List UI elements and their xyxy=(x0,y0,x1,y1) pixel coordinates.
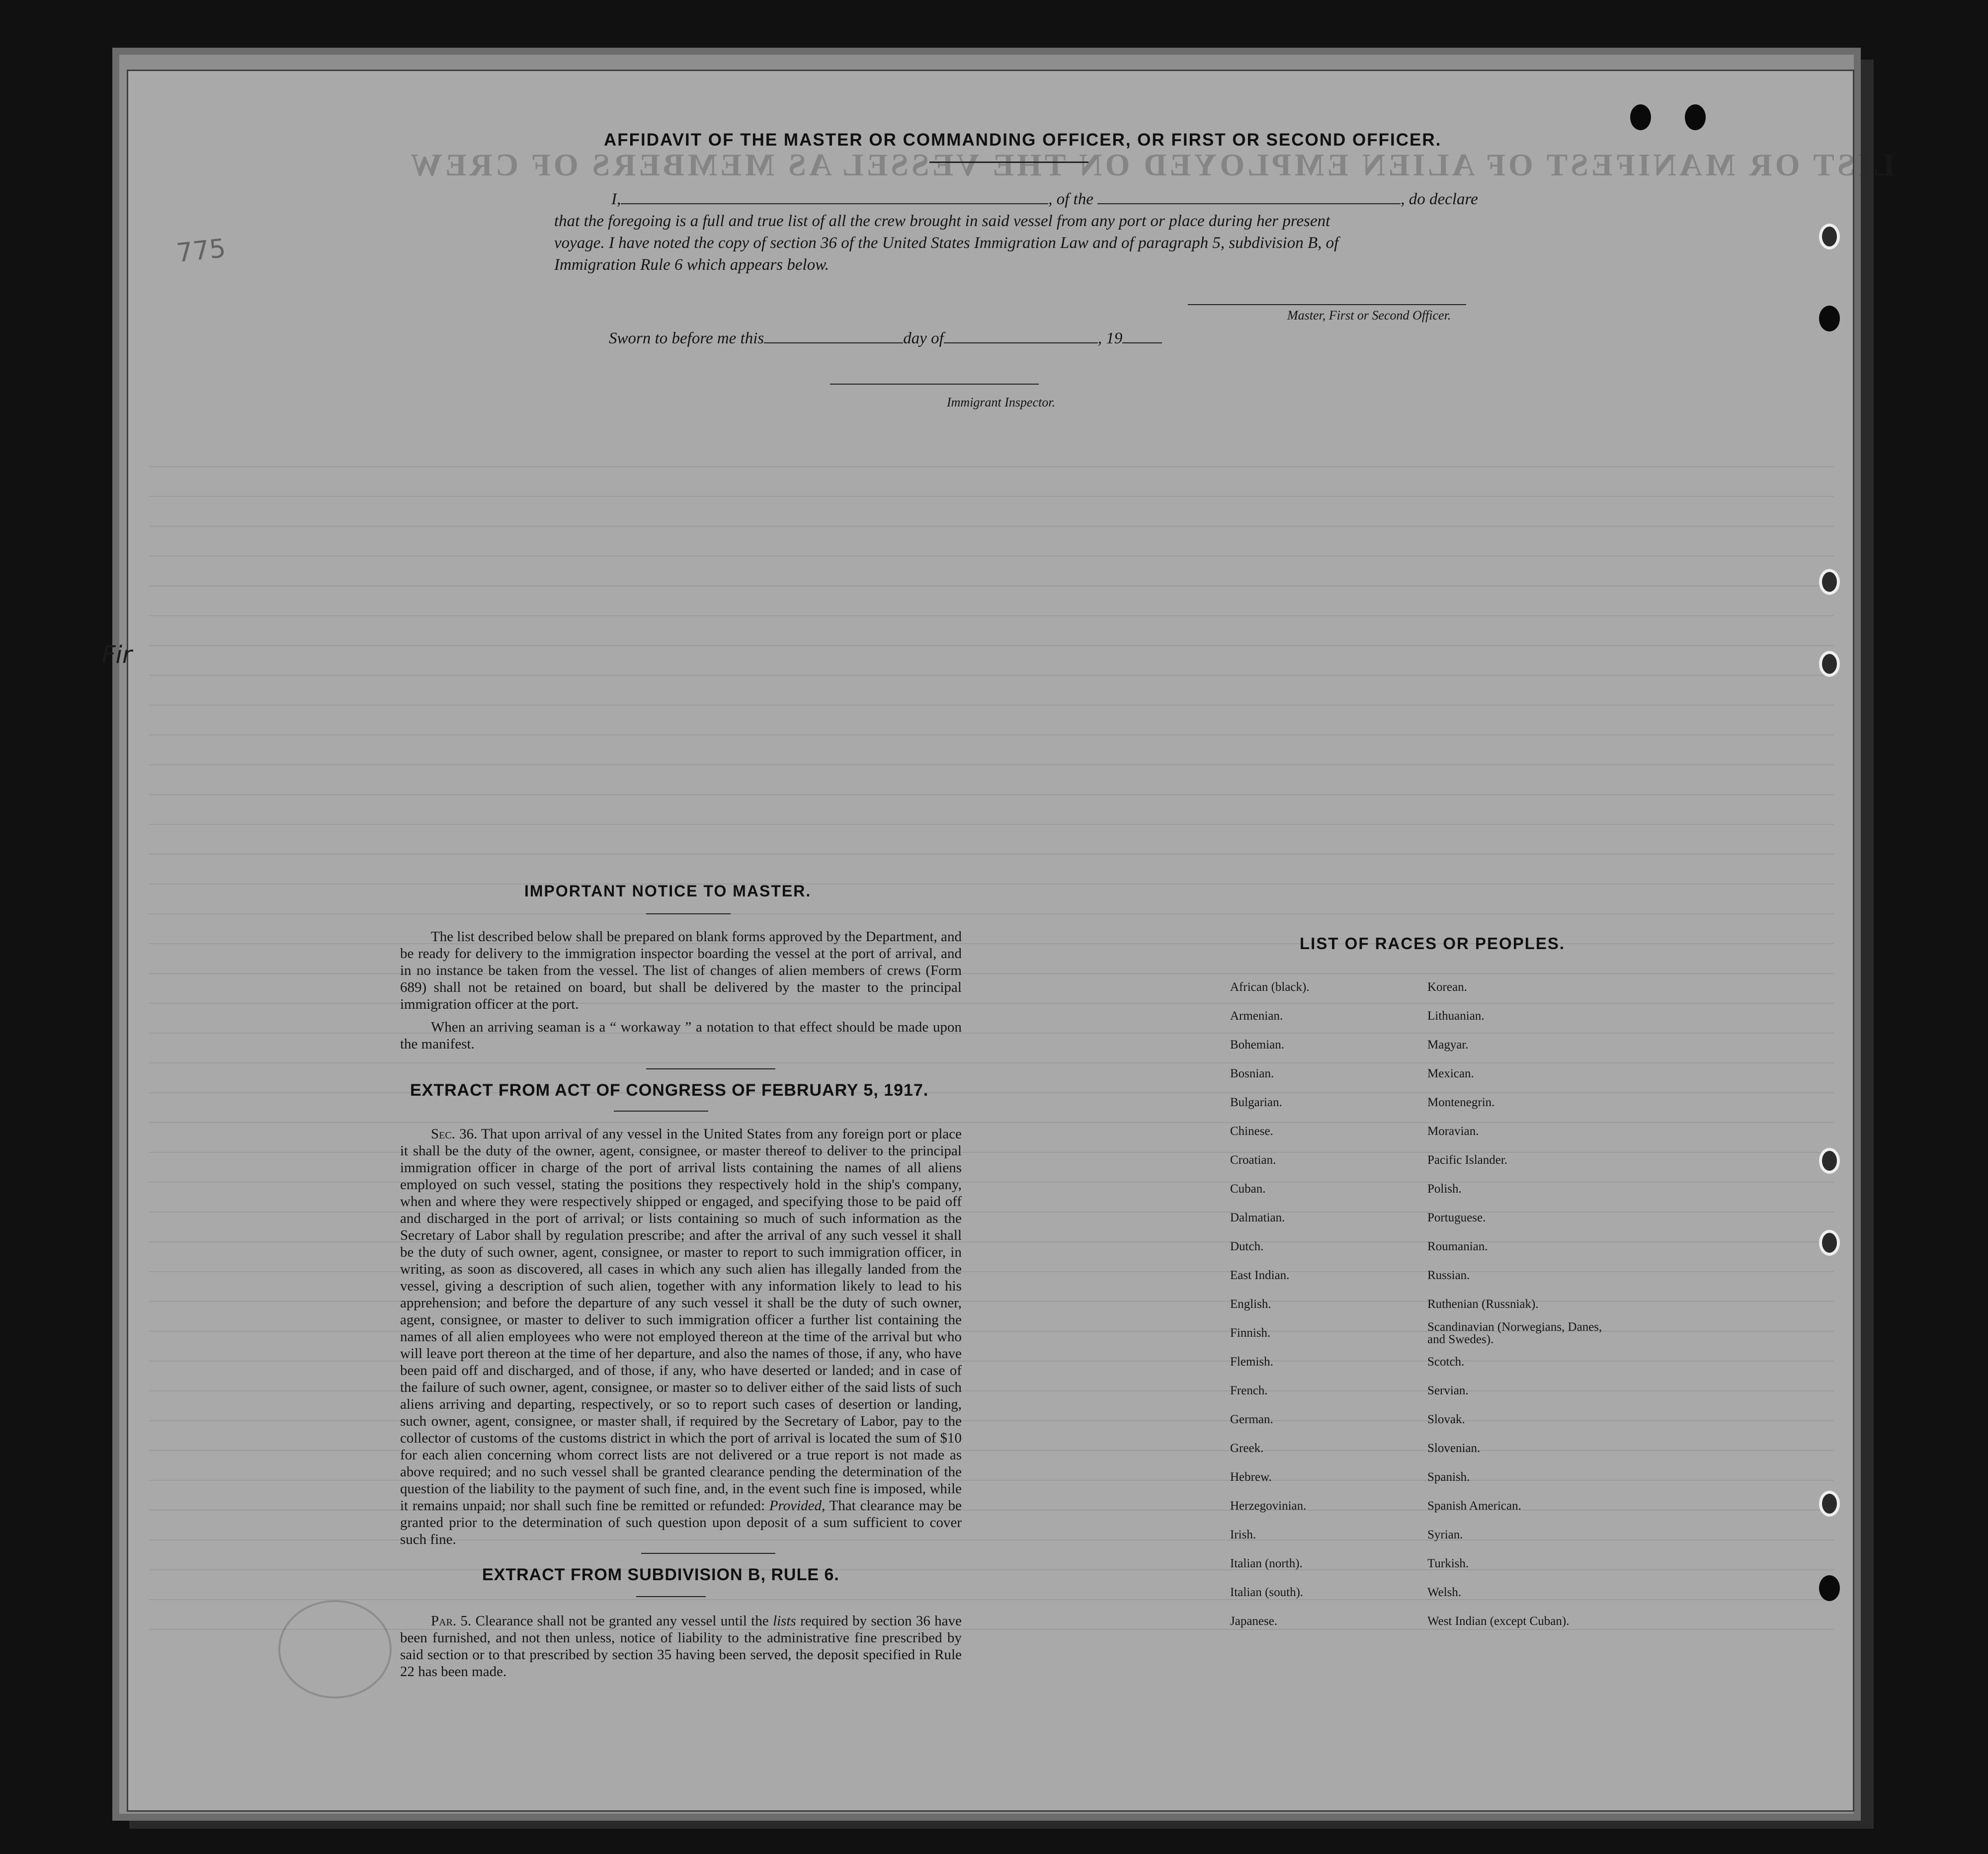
race-item: Greek. xyxy=(1230,1442,1264,1455)
act-heading-rule xyxy=(614,1111,708,1112)
affidavit-line-1 xyxy=(611,189,1478,210)
races-column-1 xyxy=(1230,973,1310,1636)
race-item: Ruthenian (Russniak). xyxy=(1427,1297,1539,1311)
race-item: Scotch. xyxy=(1427,1355,1465,1369)
affidavit-line-2: that the foregoing is a full and true list of all the crew brought in said vessel from any port or place during her present xyxy=(554,212,1330,230)
race-item: Herzegovinian. xyxy=(1230,1499,1307,1513)
race-item: Chinese. xyxy=(1230,1125,1273,1138)
act-section-text xyxy=(400,1126,962,1548)
signature-label: Master, First or Second Officer. xyxy=(1287,308,1451,322)
affidavit-line-4: Immigration Rule 6 which appears below. xyxy=(554,256,829,274)
race-item: East Indian. xyxy=(1230,1269,1290,1282)
affidavit-i: I, xyxy=(611,190,621,208)
rule-heading-rule xyxy=(636,1596,706,1597)
binder-hole xyxy=(1819,224,1840,249)
binder-hole xyxy=(1685,104,1706,130)
affidavit-of-the: , of the xyxy=(1048,190,1093,208)
affidavit-heading: AFFIDAVIT OF THE MASTER OR COMMANDING OFFICER, OR FIRST OR SECOND OFFICER. xyxy=(604,130,1442,150)
master-name-blank[interactable] xyxy=(621,203,1048,204)
race-item: Mexican. xyxy=(1427,1067,1474,1080)
race-item: Spanish American. xyxy=(1427,1499,1521,1513)
race-item: Finnish. xyxy=(1230,1326,1271,1340)
affidavit-line-3: voyage. I have noted the copy of section 36 of the United States Immigration Law and of paragraph 5, subdivision B, of xyxy=(554,234,1339,252)
race-item: Magyar. xyxy=(1427,1038,1469,1051)
sworn-month-blank[interactable] xyxy=(944,342,1098,343)
race-item: Croatian. xyxy=(1230,1153,1276,1167)
race-item: West Indian (except Cuban). xyxy=(1427,1614,1570,1628)
race-item: Dutch. xyxy=(1230,1240,1264,1253)
section-divider-2 xyxy=(641,1553,775,1554)
race-item: Italian (north). xyxy=(1230,1557,1303,1570)
notice-heading-rule xyxy=(646,913,731,914)
notice-heading: IMPORTANT NOTICE TO MASTER. xyxy=(524,882,812,900)
rule-text-b: required by section 36 have been furnished, and not then unless, notice of liability to the administrative fine prescribed by said section or to that prescribed by section 35 having been served, the deposit specified in Rule 22 has been made. xyxy=(400,1613,962,1680)
rule-heading: EXTRACT FROM SUBDIVISION B, RULE 6. xyxy=(482,1565,839,1584)
race-item: Portuguese. xyxy=(1427,1211,1486,1224)
margin-note-top: 775 xyxy=(175,233,228,269)
race-item: Lithuanian. xyxy=(1427,1009,1485,1023)
act-provided: Provided, xyxy=(769,1498,826,1514)
race-item: Pacific Islander. xyxy=(1427,1153,1508,1167)
rule-text-a: Clearance shall not be granted any vessel until the xyxy=(475,1613,769,1629)
sworn-day-blank[interactable] xyxy=(764,342,903,343)
section-divider-1 xyxy=(646,1068,775,1069)
act-section-body: That upon arrival of any vessel in the United States from any foreign port or place it shall be the duty of the owner, agent, consignee, or master thereof to deliver to the principal immigration officer in charge of the port of arrival lists containing the names of all aliens employed on such vessel, stating the positions they respectively hold in the ship's company, when and where they were respectively shipped or engaged, and specifying those to be paid off and discharged in the port of arrival; or lists containing so much of such information as the Secretary of Labor shall by regulation prescribe; and after the arrival of any such vessel it shall be the duty of such owner, agent, consignee, or master to report to such immigration officer, in writing, as soon as discovered, all cases in which any such alien has illegally landed from the vessel, giving a description of such alien, together with any information likely to lead to his apprehension; and before the departure of any such vessel it shall be the duty of such owner, agent, consignee, or master to deliver to such immigration officer a further list containing the names of all alien employees who were not employed thereon at the time of the arrival but who will leave port thereon at the time of her departure, and also the names of those, if any, who have been paid off and discharged, and of those, if any, who have deserted or landed; and in case of the failure of such owner, agent, consignee, or master so to deliver either of the said lists of such aliens arriving and departing, respectively, or so to report such cases of desertion or landing, such owner, agent, consignee, or master shall, if required by the Secretary of Labor, pay to the collector of customs of the customs district in which the port of arrival is located the sum of $10 for each alien concerning whom correct lists are not delivered or a true report is not made as above required; and no such vessel shall be granted clearance pending the determination of the question of the liability to the payment of such fine, and, in the event such fine is imposed, while it remains unpaid; nor shall such fine be remitted or refunded: xyxy=(400,1126,962,1514)
binder-hole xyxy=(1819,1575,1840,1601)
act-heading: EXTRACT FROM ACT OF CONGRESS OF FEBRUARY 5, 1917. xyxy=(410,1081,929,1100)
faded-stamp xyxy=(278,1600,392,1698)
sworn-line xyxy=(609,328,1162,349)
act-section-label: Sec. 36. xyxy=(431,1126,478,1142)
races-heading: LIST OF RACES OR PEOPLES. xyxy=(1300,934,1566,953)
race-item: Welsh. xyxy=(1427,1586,1462,1599)
race-item: Slovak. xyxy=(1427,1413,1465,1426)
rule-par-label: Par. 5. xyxy=(431,1613,472,1629)
race-item: Scandinavian (Norwegians, Danes, and Swedes). xyxy=(1427,1320,1602,1346)
race-item: Irish. xyxy=(1230,1528,1256,1541)
binder-hole xyxy=(1819,569,1840,595)
binder-hole xyxy=(1630,104,1651,130)
race-item: Japanese. xyxy=(1230,1614,1278,1628)
vessel-name-blank[interactable] xyxy=(1097,203,1401,204)
race-item: French. xyxy=(1230,1384,1268,1397)
act-section-end: That clearance may be granted prior to the determination of such question upon deposit of a sum sufficient to cover such fine. xyxy=(400,1498,962,1547)
race-item: Russian. xyxy=(1427,1269,1470,1282)
race-item: Polish. xyxy=(1427,1182,1462,1196)
race-item: Armenian. xyxy=(1230,1009,1283,1023)
race-item: Flemish. xyxy=(1230,1355,1273,1369)
sworn-year: , 19 xyxy=(1097,329,1123,347)
binder-hole xyxy=(1819,1491,1840,1517)
race-item: Montenegrin. xyxy=(1427,1096,1495,1109)
race-item: English. xyxy=(1230,1297,1271,1311)
sworn-year-blank[interactable] xyxy=(1122,342,1162,343)
rule-lists-word: lists xyxy=(773,1613,796,1629)
race-item: Bulgarian. xyxy=(1230,1096,1282,1109)
sworn-day-of: day of xyxy=(903,329,944,347)
race-item: Dalmatian. xyxy=(1230,1211,1285,1224)
binder-hole xyxy=(1819,1148,1840,1174)
race-item: Bohemian. xyxy=(1230,1038,1285,1051)
binder-hole xyxy=(1819,306,1840,331)
race-item: Syrian. xyxy=(1427,1528,1463,1541)
binder-hole xyxy=(1819,1230,1840,1256)
race-item: Slovenian. xyxy=(1427,1442,1481,1455)
sworn-prefix: Sworn to before me this xyxy=(609,329,764,347)
race-item: Cuban. xyxy=(1230,1182,1266,1196)
affidavit-heading-rule xyxy=(929,161,1088,163)
race-item: Bosnian. xyxy=(1230,1067,1274,1080)
race-item: Servian. xyxy=(1427,1384,1469,1397)
bleed-through-heading: LIST OR MANIFEST OF ALIEN EMPLOYED ON THE VESSEL AS MEMBERS OF CREW xyxy=(408,147,1895,182)
binder-hole xyxy=(1819,651,1840,677)
race-item: Moravian. xyxy=(1427,1125,1479,1138)
race-item: Turkish. xyxy=(1427,1557,1469,1570)
race-item: Roumanian. xyxy=(1427,1240,1488,1253)
race-item: Hebrew. xyxy=(1230,1470,1272,1484)
margin-note-left: Fir xyxy=(102,641,132,669)
signature-line xyxy=(1188,304,1466,305)
race-item: Italian (south). xyxy=(1230,1586,1304,1599)
inspector-line xyxy=(830,384,1039,385)
notice-paragraph-2: When an arriving seaman is a “ workaway ” a notation to that effect should be made upon the manifest. xyxy=(400,1019,962,1052)
notice-paragraph-1: The list described below shall be prepared on blank forms approved by the Department, and be ready for delivery to the immigration inspector boarding the vessel at the port of arrival, and in no instance be taken from the vessel. The list of changes of alien members of crews (Form 689) shall not be retained on board, but shall be delivered by the master to the principal immigration officer at the port. xyxy=(400,929,962,1012)
races-column-2 xyxy=(1427,973,1606,1636)
inspector-label: Immigrant Inspector. xyxy=(947,395,1056,409)
race-item: Korean. xyxy=(1427,980,1467,994)
affidavit-declare: , do declare xyxy=(1401,190,1478,208)
race-item: African (black). xyxy=(1230,980,1310,994)
race-item: German. xyxy=(1230,1413,1273,1426)
rule-text xyxy=(400,1612,962,1680)
race-item: Spanish. xyxy=(1427,1470,1470,1484)
